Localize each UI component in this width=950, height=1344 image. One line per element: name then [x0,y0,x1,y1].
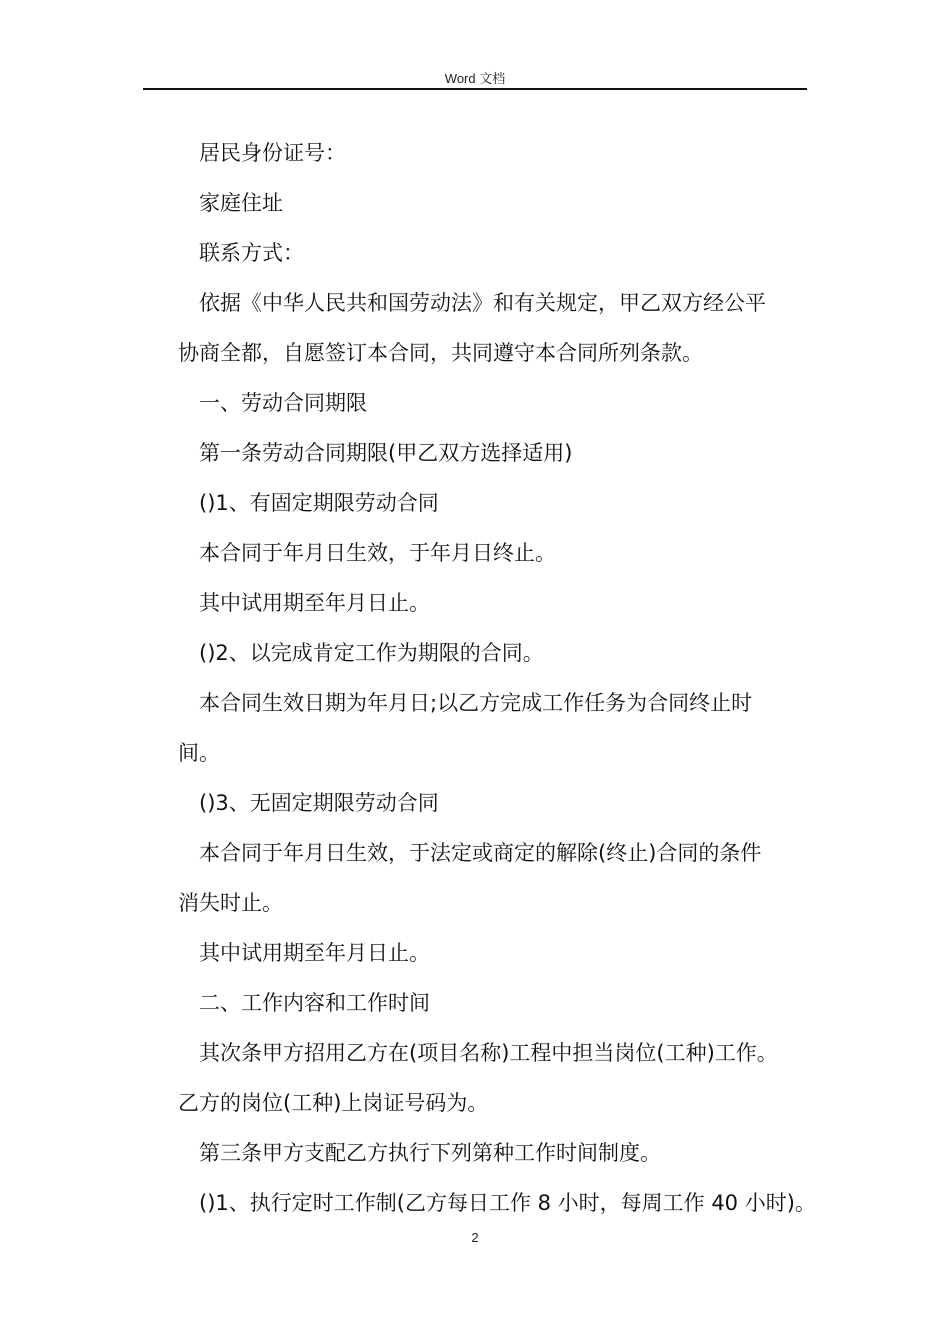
text-line: ()2、以完成肯定工作为期限的合同。 [199,641,544,665]
section-heading: 一、劳动合同期限 [199,391,367,415]
text-line: 协商全都，自愿签订本合同，共同遵守本合同所列条款。 [178,341,703,365]
text-line: 本合同于年月日生效，于法定或商定的解除(终止)合同的条件 [199,841,762,865]
page-header: Word 文档 [444,71,506,86]
text-line: 其次条甲方招用乙方在(项目名称)工程中担当岗位(工种)工作。 [199,1041,778,1065]
text-line: ()1、有固定期限劳动合同 [199,491,439,515]
text-line: 依据《中华人民共和国劳动法》和有关规定，甲乙双方经公平 [199,291,766,315]
page-number: 2 [471,1230,479,1245]
header-divider [143,88,807,90]
text-line: 其中试用期至年月日止。 [199,591,430,615]
section-heading: 二、工作内容和工作时间 [199,991,430,1015]
text-line: 本合同于年月日生效，于年月日终止。 [199,541,556,565]
text-line: 联系方式： [199,241,304,265]
text-line: 第一条劳动合同期限(甲乙双方选择适用) [199,441,573,465]
text-line: 乙方的岗位(工种)上岗证号码为。 [178,1091,489,1115]
text-line: 消失时止。 [178,891,283,915]
text-line: ()3、无固定期限劳动合同 [199,791,439,815]
text-line: 其中试用期至年月日止。 [199,941,430,965]
text-line: 本合同生效日期为年月日;以乙方完成工作任务为合同终止时 [199,691,753,715]
text-line: ()1、执行定时工作制(乙方每日工作 8 小时，每周工作 40 小时)。 [199,1191,816,1215]
text-line: 居民身份证号： [199,141,346,165]
text-line: 家庭住址 [199,191,283,215]
text-line: 间。 [178,741,220,765]
document-body [178,128,818,1228]
text-line: 第三条甲方支配乙方执行下列第种工作时间制度。 [199,1141,661,1165]
